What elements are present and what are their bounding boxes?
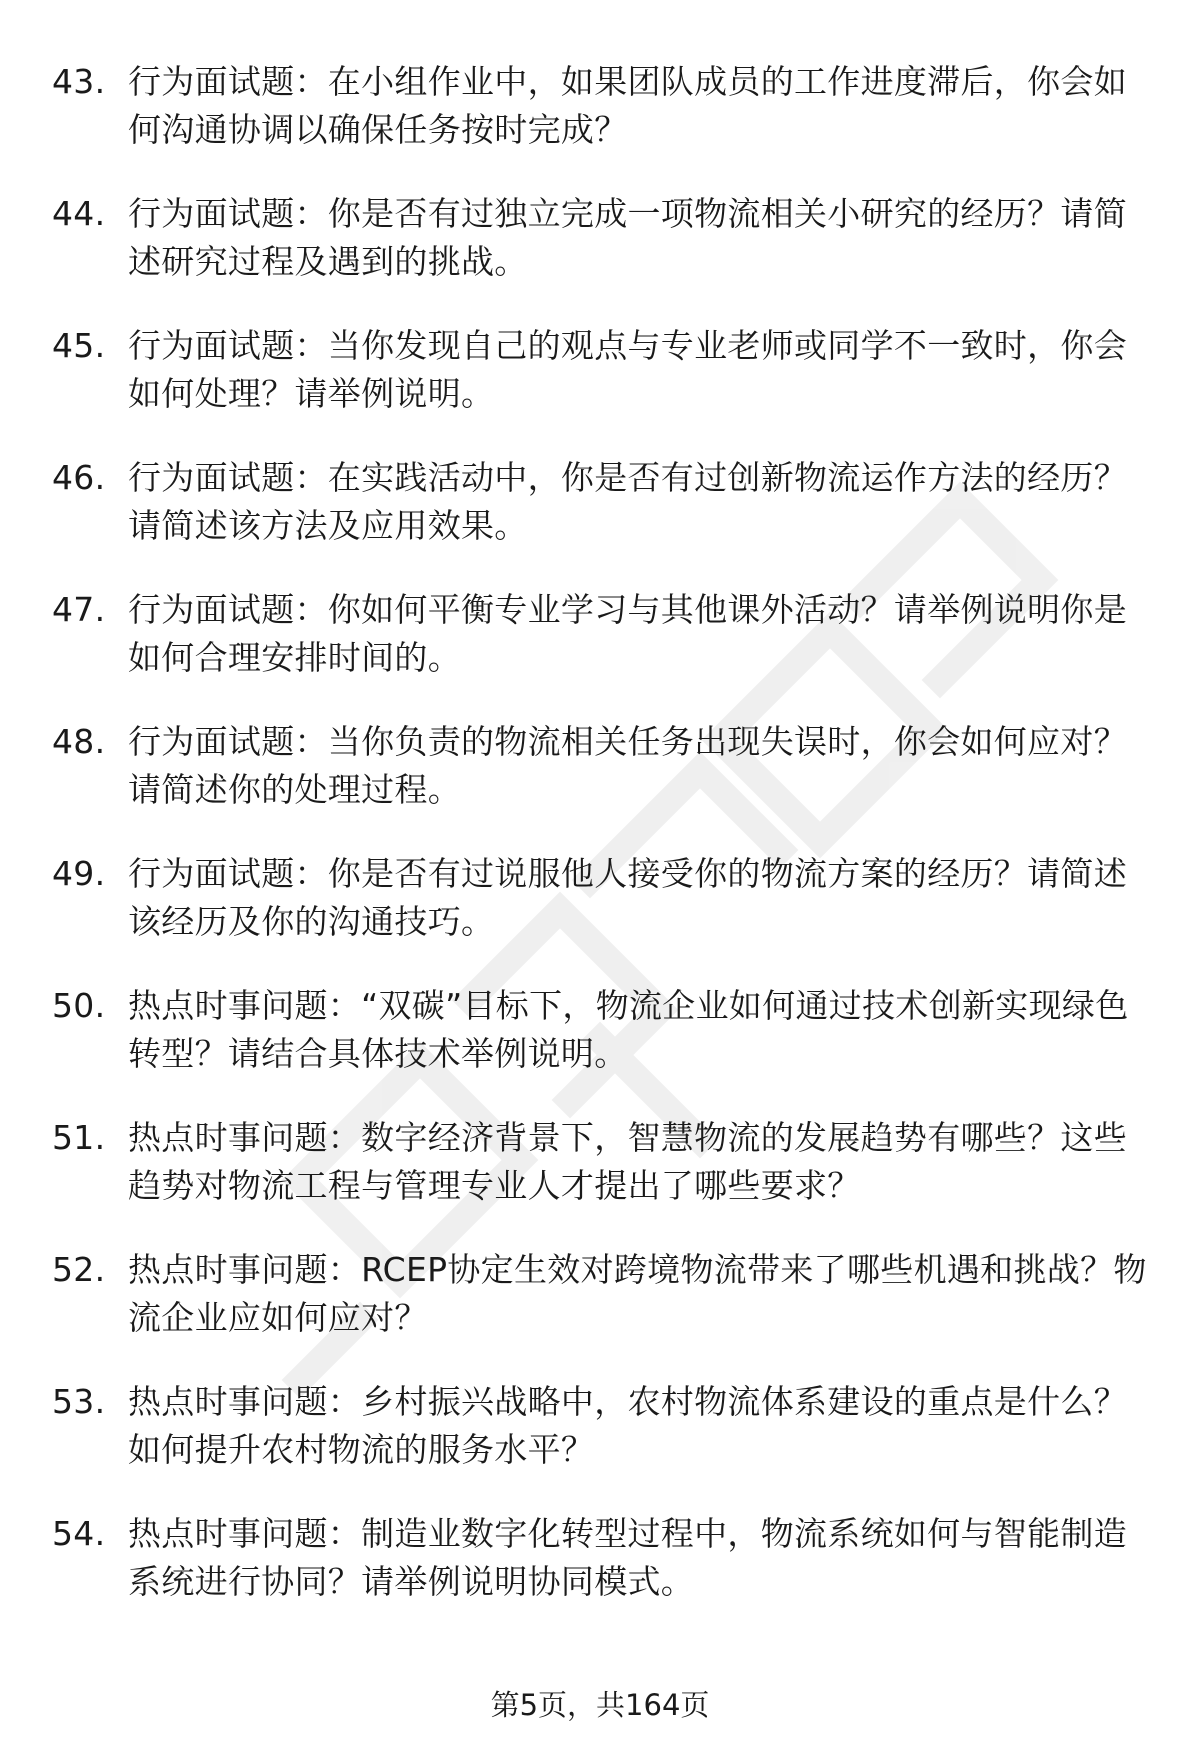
question-number: 50.: [52, 986, 106, 1025]
question-text: 行为面试题：你如何平衡专业学习与其他课外活动？请举例说明你是如何合理安排时间的。: [128, 590, 1127, 677]
question-text: 热点时事问题：“双碳”目标下，物流企业如何通过技术创新实现绿色转型？请结合具体技术举例说明。: [128, 986, 1129, 1073]
page-footer: 第5页，共164页: [490, 1688, 710, 1722]
question-number: 51.: [52, 1118, 106, 1157]
question-text: 行为面试题：你是否有过说服他人接受你的物流方案的经历？请简述该经历及你的沟通技巧。: [128, 854, 1127, 941]
question-item-45: [52, 322, 1152, 417]
question-number: 45.: [52, 326, 106, 365]
question-number: 46.: [52, 458, 106, 497]
question-item-50: [52, 982, 1152, 1077]
question-number: 43.: [52, 62, 106, 101]
question-number: 53.: [52, 1382, 106, 1421]
question-item-52: [52, 1246, 1152, 1341]
question-text: 行为面试题：当你负责的物流相关任务出现失误时，你会如何应对？请简述你的处理过程。: [128, 722, 1127, 809]
question-text: 行为面试题：你是否有过独立完成一项物流相关小研究的经历？请简述研究过程及遇到的挑战。: [128, 194, 1127, 281]
question-item-48: [52, 718, 1152, 813]
question-text: 热点时事问题：数字经济背景下，智慧物流的发展趋势有哪些？这些趋势对物流工程与管理专业人才提出了哪些要求？: [128, 1118, 1127, 1205]
question-number: 52.: [52, 1250, 106, 1289]
question-item-47: [52, 586, 1152, 681]
question-number: 47.: [52, 590, 106, 629]
question-item-54: [52, 1510, 1152, 1605]
question-item-49: [52, 850, 1152, 945]
question-text: 热点时事问题：RCEP协定生效对跨境物流带来了哪些机遇和挑战？物流企业应如何应对？: [128, 1250, 1147, 1337]
question-item-51: [52, 1114, 1152, 1209]
question-number: 44.: [52, 194, 106, 233]
question-item-44: [52, 190, 1152, 285]
question-text: 行为面试题：在小组作业中，如果团队成员的工作进度滞后，你会如何沟通协调以确保任务按时完成？: [128, 62, 1127, 149]
question-number: 54.: [52, 1514, 106, 1553]
question-text: 热点时事问题：乡村振兴战略中，农村物流体系建设的重点是什么？如何提升农村物流的服务水平？: [128, 1382, 1127, 1469]
question-item-43: [52, 58, 1152, 153]
question-list: [52, 58, 1152, 1642]
question-number: 49.: [52, 854, 106, 893]
question-text: 行为面试题：当你发现自己的观点与专业老师或同学不一致时，你会如何处理？请举例说明。: [128, 326, 1127, 413]
question-item-46: [52, 454, 1152, 549]
question-item-53: [52, 1378, 1152, 1473]
question-text: 热点时事问题：制造业数字化转型过程中，物流系统如何与智能制造系统进行协同？请举例说明协同模式。: [128, 1514, 1127, 1601]
question-text: 行为面试题：在实践活动中，你是否有过创新物流运作方法的经历？请简述该方法及应用效果。: [128, 458, 1127, 545]
question-number: 48.: [52, 722, 106, 761]
